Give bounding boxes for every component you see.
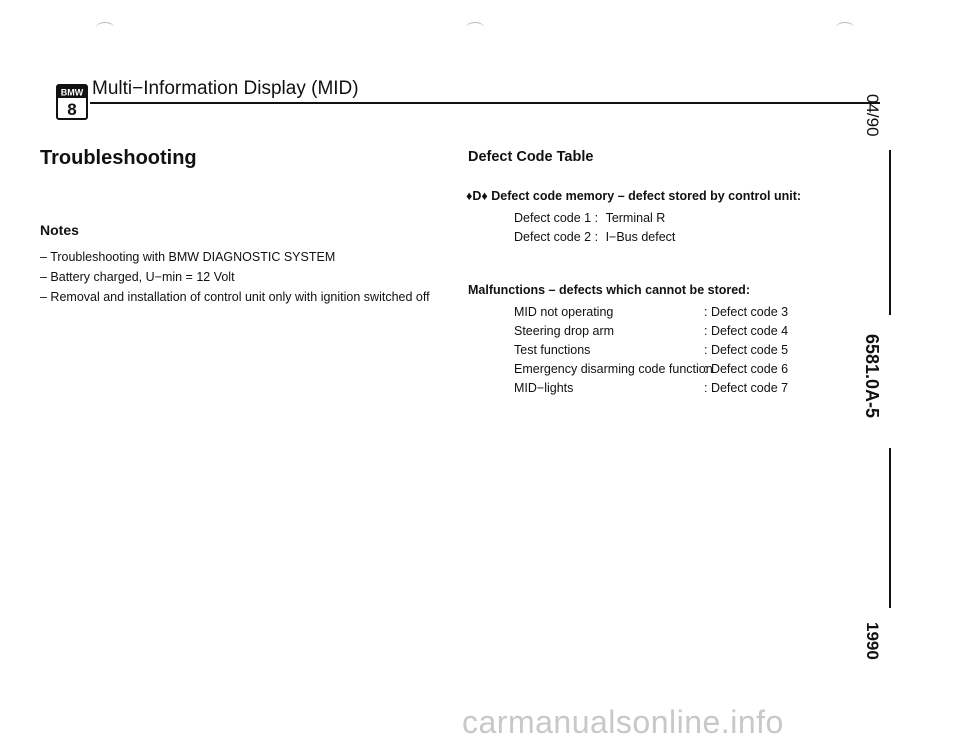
malfunction-code: : Defect code 3 xyxy=(704,305,789,319)
binder-hole-mark xyxy=(466,22,484,33)
note-item: – Battery charged, U−min = 12 Volt xyxy=(40,270,235,284)
svg-text:8: 8 xyxy=(67,100,77,119)
margin-year: 1990 xyxy=(863,622,882,660)
malfunction-row xyxy=(514,324,814,342)
watermark: carmanualsonline.info xyxy=(462,704,784,740)
margin-line xyxy=(889,150,891,315)
binder-hole-mark xyxy=(96,22,114,33)
notes-heading: Notes xyxy=(40,222,79,238)
malfunction-code: : Defect code 7 xyxy=(704,381,789,395)
memory-desc: I−Bus defect xyxy=(605,230,676,244)
memory-code: Defect code 1 : xyxy=(514,211,599,225)
page-title: Multi−Information Display (MID) xyxy=(92,78,359,99)
margin-doc-number: 6581.0A-5 xyxy=(862,334,882,419)
binder-hole-mark xyxy=(836,22,854,33)
margin-date: 04/90 xyxy=(863,94,882,137)
malfunction-name: Test functions xyxy=(514,343,591,357)
malfunction-code: : Defect code 4 xyxy=(704,324,789,338)
bmw-logo-icon xyxy=(56,84,88,120)
malfunction-row xyxy=(514,343,814,361)
malfunction-row xyxy=(514,362,814,380)
memory-item xyxy=(514,230,675,244)
malfunction-code: : Defect code 5 xyxy=(704,343,789,357)
memory-code: Defect code 2 : xyxy=(514,230,599,244)
note-item: – Troubleshooting with BMW DIAGNOSTIC SYSTEM xyxy=(40,250,336,264)
malfunctions-heading: Malfunctions – defects which cannot be stored: xyxy=(468,283,750,297)
margin-line xyxy=(889,448,891,608)
memory-desc: Terminal R xyxy=(605,211,666,225)
malfunction-name: Steering drop arm xyxy=(514,324,615,338)
memory-item xyxy=(514,211,665,225)
defect-code-table-heading: Defect Code Table xyxy=(468,149,594,165)
malfunction-name: MID not operating xyxy=(514,305,614,319)
note-item: – Removal and installation of control unit only with ignition switched off xyxy=(40,290,430,304)
malfunction-name: Emergency disarming code function xyxy=(514,362,713,376)
svg-text:BMW: BMW xyxy=(60,87,84,98)
section-heading-troubleshooting: Troubleshooting xyxy=(40,147,197,169)
malfunction-row xyxy=(514,305,814,323)
header-rule xyxy=(90,102,880,104)
defect-memory-heading: ♦D♦ Defect code memory – defect stored by control unit: xyxy=(466,189,802,203)
malfunction-code: : Defect code 6 xyxy=(704,362,789,376)
malfunction-row xyxy=(514,381,814,399)
malfunction-name: MID−lights xyxy=(514,381,574,395)
